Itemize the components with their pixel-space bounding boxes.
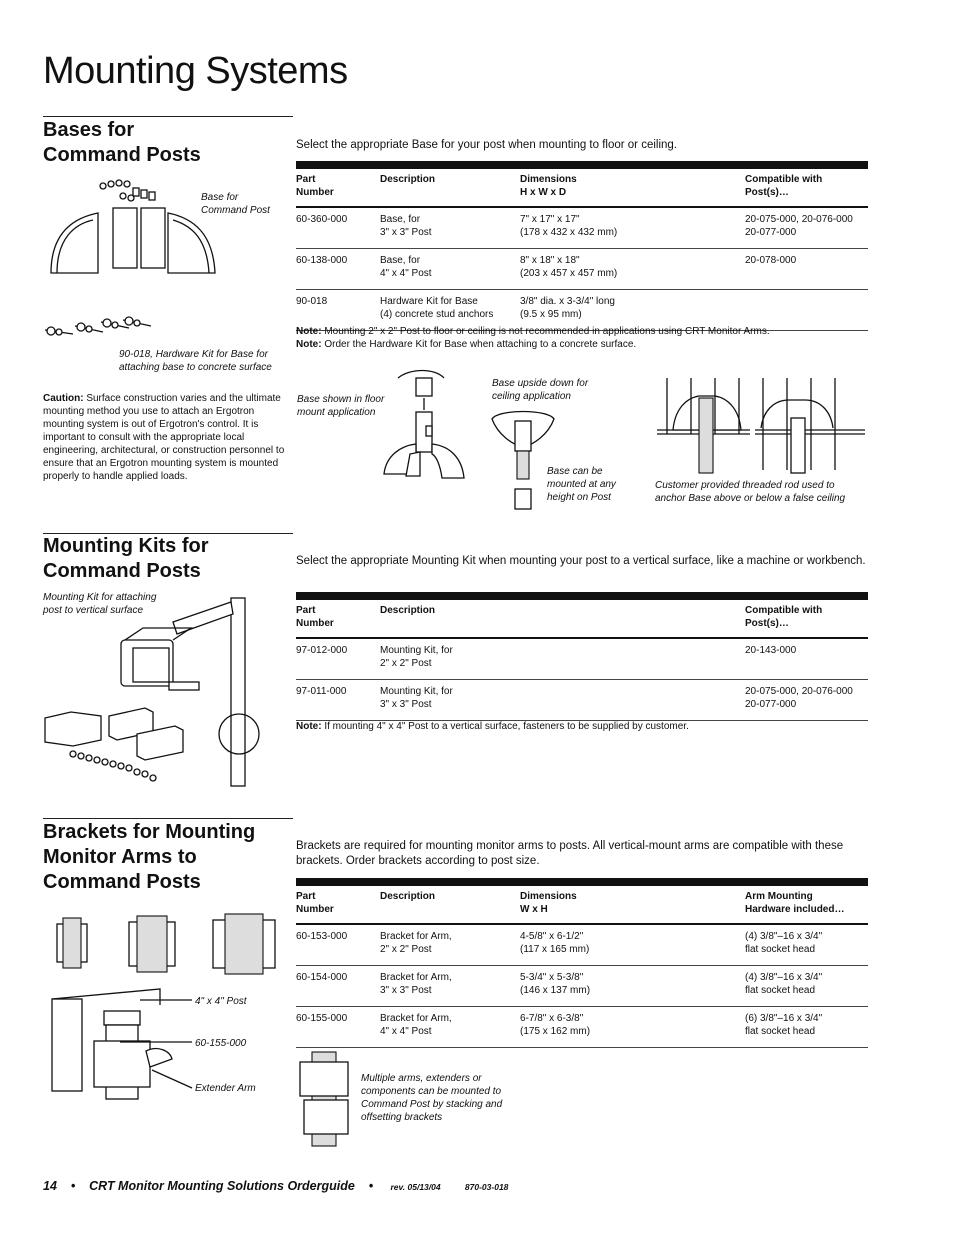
- caption-floor-mount: Base shown in floor mount application: [297, 394, 385, 418]
- caution-label: Caution:: [43, 393, 84, 404]
- brackets-heading-line2: Monitor Arms to: [43, 846, 197, 868]
- section-rule-bases: [43, 116, 293, 117]
- kits-table: [296, 600, 868, 721]
- floor-mount-illustration: [380, 366, 470, 486]
- bases-heading-line1: Bases for: [43, 119, 135, 141]
- bases-table: [296, 169, 868, 331]
- page-footer: [43, 1179, 508, 1193]
- cell-hardware: (6) 3/8"–16 x 3/4" flat socket head: [745, 1007, 868, 1048]
- cell-dim: 8" x 18" x 18" (203 x 457 x 457 mm): [520, 249, 745, 290]
- caption-extender-arm: Extender Arm: [195, 1083, 256, 1094]
- threaded-rod-illustration: [655, 378, 870, 474]
- cell-dim: 5-3/4" x 5-3/8" (146 x 137 mm): [520, 966, 745, 1007]
- mounting-kit-illustration: [43, 592, 273, 792]
- table-header-row: [296, 886, 868, 924]
- guide-title: CRT Monitor Mounting Solutions Orderguide: [89, 1179, 355, 1193]
- callout-lines: [100, 998, 195, 1098]
- kits-heading-line1: Mounting Kits for: [43, 535, 209, 557]
- document-number: 870-03-018: [464, 1182, 509, 1192]
- brackets-intro: Brackets are required for mounting monitor arms to posts. All vertical-mount arms are compatible with these brackets. Order brackets according to post size.: [296, 840, 844, 867]
- col-dimensions: Dimensions H x W x D: [520, 169, 745, 207]
- caption-threaded-rod: Customer provided threaded rod used to anchor Base above or below a false ceiling: [655, 480, 846, 504]
- caption-ceiling: Base upside down for ceiling application: [492, 378, 589, 402]
- cell-desc: Mounting Kit, for 3" x 3" Post: [380, 680, 745, 721]
- cell-compat: 20-143-000: [745, 638, 868, 680]
- table-row: [296, 1007, 868, 1048]
- bases-notes: [296, 326, 868, 351]
- col-hardware: Arm Mounting Hardware included…: [745, 886, 868, 924]
- col-compatible: Compatible with Post(s)…: [745, 169, 868, 207]
- table-header-row: [296, 600, 868, 638]
- caption-base-line2: Command Post: [201, 205, 270, 216]
- col-description: Description: [380, 169, 520, 207]
- cell-desc: Mounting Kit, for 2" x 2" Post: [380, 638, 745, 680]
- base-illustration: [43, 178, 223, 293]
- kits-intro: Select the appropriate Mounting Kit when mounting your post to a vertical surface, like a machine or workbench.: [296, 555, 866, 567]
- brackets-heading-line1: Brackets for Mounting: [43, 821, 256, 843]
- cell-dim: 7" x 17" x 17" (178 x 432 x 432 mm): [520, 207, 745, 249]
- cell-desc: Bracket for Arm, 4" x 4" Post: [380, 1007, 520, 1048]
- brackets-heading-line3: Command Posts: [43, 871, 201, 893]
- footer-bullet-1: •: [70, 1179, 76, 1193]
- cell-part: 90-018: [296, 290, 380, 331]
- table-row: [296, 249, 868, 290]
- col-part: Part Number: [296, 886, 380, 924]
- col-part: Part Number: [296, 600, 380, 638]
- cell-dim: 4-5/8" x 6-1/2" (117 x 165 mm): [520, 924, 745, 966]
- cell-desc: Base, for 3" x 3" Post: [380, 207, 520, 249]
- caption-post: 4" x 4" Post: [195, 996, 247, 1007]
- cell-hardware: (4) 3/8"–16 x 3/4" flat socket head: [745, 924, 868, 966]
- caption-kit-line2: attaching base to concrete surface: [119, 362, 272, 373]
- caution-text: [43, 392, 288, 483]
- cell-compat: 20-075-000, 20-076-000 20-077-000: [745, 680, 868, 721]
- cell-compat: 20-075-000, 20-076-000 20-077-000: [745, 207, 868, 249]
- cell-desc: Hardware Kit for Base (4) concrete stud anchors: [380, 290, 520, 331]
- bases-intro: Select the appropriate Base for your post when mounting to floor or ceiling.: [296, 139, 677, 151]
- cell-part: 60-360-000: [296, 207, 380, 249]
- cell-desc: Bracket for Arm, 3" x 3" Post: [380, 966, 520, 1007]
- kits-heading-line2: Command Posts: [43, 560, 201, 582]
- col-description: Description: [380, 886, 520, 924]
- cell-part: 60-153-000: [296, 924, 380, 966]
- section-rule-brackets: [43, 818, 293, 819]
- page-title: Mounting Systems: [43, 50, 348, 92]
- col-dimensions: Dimensions W x H: [520, 886, 745, 924]
- brackets-heading: [43, 820, 255, 895]
- table-row: [296, 966, 868, 1007]
- cell-compat: [745, 290, 868, 331]
- kits-note: Note: If mounting 4" x 4" Post to a vertical surface, fasteners to be supplied by customer.: [296, 721, 689, 732]
- bases-table-bar: [296, 161, 868, 169]
- cell-desc: Base, for 4" x 4" Post: [380, 249, 520, 290]
- caption-kit-line1: 90-018, Hardware Kit for Base for: [119, 349, 268, 360]
- kits-table-bar: [296, 592, 868, 600]
- caption-base-line1: Base for: [201, 192, 239, 203]
- bases-heading: [43, 118, 201, 168]
- caution-body: Surface construction varies and the ultimate mounting method you use to attach an Ergotron mounting system is out of Ergotron's control. It is important to consult with the appropriate local engineering, architectural, or construction personnel to ensure that an Ergotron mounting system is mounted properly to handle applied loads.: [43, 393, 285, 482]
- cell-part: 60-155-000: [296, 1007, 380, 1048]
- note-2: Note: Order the Hardware Kit for Base when attaching to a concrete surface.: [296, 338, 637, 350]
- brackets-table-bar: [296, 878, 868, 886]
- cell-part: 97-012-000: [296, 638, 380, 680]
- cell-hardware: (4) 3/8"–16 x 3/4" flat socket head: [745, 966, 868, 1007]
- brackets-illustration: [55, 914, 280, 974]
- kits-heading: [43, 534, 209, 584]
- cell-part: 97-011-000: [296, 680, 380, 721]
- cell-dim: 6-7/8" x 6-3/8" (175 x 162 mm): [520, 1007, 745, 1048]
- brackets-table: [296, 886, 868, 1048]
- cell-compat: 20-078-000: [745, 249, 868, 290]
- cell-dim: 3/8" dia. x 3-3/4" long (9.5 x 95 mm): [520, 290, 745, 331]
- table-row: [296, 638, 868, 680]
- caption-hardware-kit: [119, 348, 272, 374]
- cell-desc: Bracket for Arm, 2" x 2" Post: [380, 924, 520, 966]
- bolt-group: [100, 180, 155, 201]
- note-1: Note: Mounting 2" x 2" Post to floor or ceiling is not recommended in applications using CRT Monitor Arms.: [296, 326, 770, 337]
- caption-bracket-part: 60-155-000: [195, 1038, 247, 1049]
- caption-stacking: Multiple arms, extenders or components can be mounted to Command Post by stacking and offsetting brackets: [361, 1073, 503, 1123]
- bases-heading-line2: Command Posts: [43, 144, 201, 166]
- caption-base: [201, 191, 270, 217]
- page-number: 14: [43, 1179, 57, 1193]
- caption-any-height: Base can be mounted at any height on Post: [547, 466, 616, 503]
- col-description: Description: [380, 600, 745, 638]
- table-row: [296, 290, 868, 331]
- table-row: [296, 924, 868, 966]
- stacked-brackets-illustration: [296, 1050, 356, 1148]
- revision-date: rev. 05/13/04: [390, 1182, 441, 1192]
- col-compatible: Compatible with Post(s)…: [745, 600, 868, 638]
- footer-bullet-2: •: [368, 1179, 374, 1193]
- col-part: Part Number: [296, 169, 380, 207]
- table-header-row: [296, 169, 868, 207]
- caption-mounting-kit: Mounting Kit for attaching post to vertical surface: [43, 592, 157, 616]
- cell-part: 60-138-000: [296, 249, 380, 290]
- hardware-kit-illustration: [43, 316, 153, 346]
- table-row: [296, 680, 868, 721]
- cell-part: 60-154-000: [296, 966, 380, 1007]
- table-row: [296, 207, 868, 249]
